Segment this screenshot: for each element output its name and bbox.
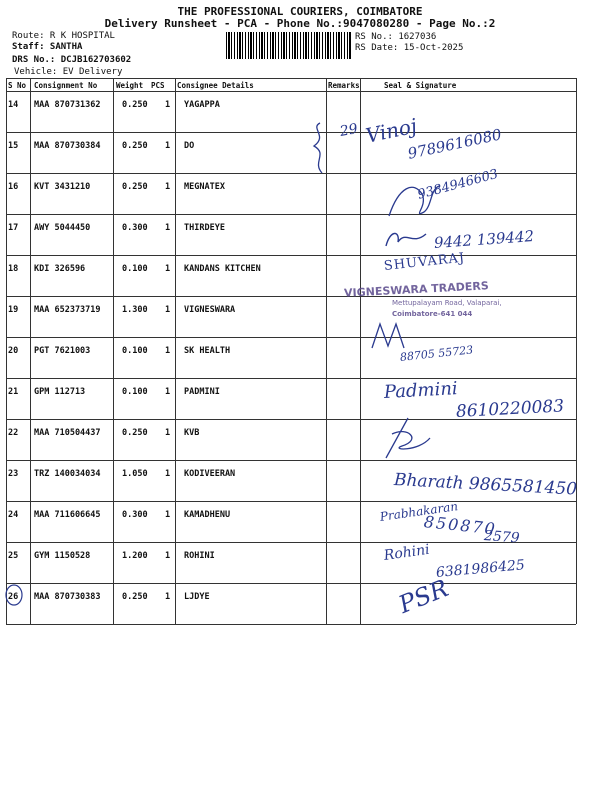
barcode xyxy=(226,32,352,59)
handwritten-number-2: 2579 xyxy=(483,528,521,547)
row-consignee: LJDYE xyxy=(184,592,210,602)
signature-19 xyxy=(368,318,418,354)
row-consignee: KODIVEERAN xyxy=(184,469,236,479)
row-sno: 16 xyxy=(8,182,19,192)
handwritten-mark-29: 29 xyxy=(338,121,359,140)
row-weight: 0.250 xyxy=(122,428,148,438)
row-divider xyxy=(6,337,576,338)
row-divider xyxy=(6,378,576,379)
company-title: THE PROFESSIONAL COURIERS, COIMBATORE xyxy=(177,5,423,18)
circle-mark xyxy=(4,584,24,606)
row-consignment-no: MAA 711606645 xyxy=(34,510,101,520)
row-weight: 0.250 xyxy=(122,100,148,110)
runsheet-subtitle: Delivery Runsheet - PCA - Phone No.:9047080280 - Page No.:2 xyxy=(104,17,496,30)
row-pcs: 1 xyxy=(165,223,171,233)
handwritten-number-1: 850870 xyxy=(423,512,498,539)
row-weight: 0.250 xyxy=(122,592,148,602)
row-sno: 23 xyxy=(8,469,19,479)
handwritten-name-prabhakaran: Prabhakaran xyxy=(379,499,459,524)
row-consignee: VIGNESWARA xyxy=(184,305,236,315)
row-sno: 22 xyxy=(8,428,19,438)
row-consignee: DO xyxy=(184,141,195,151)
row-consignment-no: MAA 870730383 xyxy=(34,592,101,602)
row-consignment-no: MAA 870731362 xyxy=(34,100,101,110)
row-consignment-no: GYM 1150528 xyxy=(34,551,91,561)
row-consignee: THIRDEYE xyxy=(184,223,225,233)
row-pcs: 1 xyxy=(165,141,171,151)
row-sno: 25 xyxy=(8,551,19,561)
scribble-signature xyxy=(384,176,444,224)
row-consignee: ROHINI xyxy=(184,551,215,561)
column-header-consignee: Consignee Details xyxy=(177,81,254,90)
column-header-consignment: Consignment No xyxy=(34,81,98,90)
row-sno: 21 xyxy=(8,387,19,397)
row-consignment-no: KVT 3431210 xyxy=(34,182,91,192)
staff-label: Staff: SANTHA xyxy=(12,42,83,52)
row-pcs: 1 xyxy=(165,387,171,397)
row-weight: 0.100 xyxy=(122,346,148,356)
row-weight: 0.100 xyxy=(122,264,148,274)
row-divider xyxy=(6,214,576,215)
handwritten-phone-1: 9789616080 xyxy=(406,125,504,163)
row-pcs: 1 xyxy=(165,510,171,520)
signature-22 xyxy=(378,412,438,464)
row-weight: 0.250 xyxy=(122,182,148,192)
row-sno: 17 xyxy=(8,223,19,233)
table-top-border xyxy=(6,78,576,79)
row-consignment-no: MAA 710504437 xyxy=(34,428,101,438)
row-pcs: 1 xyxy=(165,346,171,356)
row-pcs: 1 xyxy=(165,182,171,192)
row-pcs: 1 xyxy=(165,264,171,274)
column-divider xyxy=(576,78,577,624)
row-consignee: PADMINI xyxy=(184,387,220,397)
row-divider xyxy=(6,460,576,461)
column-header-weight: Weight xyxy=(116,81,144,90)
column-header-sno: S No xyxy=(8,81,27,90)
row-weight: 1.300 xyxy=(122,305,148,315)
row-consignment-no: KDI 326596 xyxy=(34,264,86,274)
row-consignee: KVB xyxy=(184,428,200,438)
row-weight: 0.300 xyxy=(122,510,148,520)
row-sno: 20 xyxy=(8,346,19,356)
column-header-pcs: PCS xyxy=(151,81,165,90)
row-divider xyxy=(6,255,576,256)
drs-number: DRS No.: DCJB162703602 xyxy=(12,55,132,65)
row-divider xyxy=(6,501,576,502)
row-sno: 18 xyxy=(8,264,19,274)
row-weight: 1.200 xyxy=(122,551,148,561)
handwritten-bharath: Bharath 9865581450 xyxy=(393,470,578,500)
column-header-remarks: Remarks xyxy=(328,81,360,90)
row-consignee: KAMADHENU xyxy=(184,510,231,520)
row-consignment-no: GPM 112713 xyxy=(34,387,86,397)
row-weight: 0.300 xyxy=(122,223,148,233)
brace-mark xyxy=(300,118,370,178)
signature-17 xyxy=(382,226,432,252)
row-consignee: MEGNATEX xyxy=(184,182,225,192)
row-weight: 0.100 xyxy=(122,387,148,397)
row-sno: 24 xyxy=(8,510,19,520)
row-pcs: 1 xyxy=(165,428,171,438)
row-pcs: 1 xyxy=(165,551,171,561)
row-consignee: SK HEALTH xyxy=(184,346,231,356)
rs-number: RS No.: 1627036 xyxy=(355,32,437,42)
handwritten-name-rohini: Rohini xyxy=(382,541,431,564)
row-sno: 26 xyxy=(8,592,19,602)
row-sno: 19 xyxy=(8,305,19,315)
handwritten-name-vinoj: Vinoj xyxy=(363,113,419,148)
handwritten-phone-3: 9442 139442 xyxy=(433,227,535,252)
row-sno: 14 xyxy=(8,100,19,110)
column-header-seal: Seal & Signature xyxy=(384,81,457,90)
row-weight: 0.250 xyxy=(122,141,148,151)
row-divider xyxy=(6,624,576,625)
handwritten-phone-5: 8610220083 xyxy=(455,396,565,422)
row-sno: 15 xyxy=(8,141,19,151)
row-consignment-no: MAA 870730384 xyxy=(34,141,101,151)
row-pcs: 1 xyxy=(165,305,171,315)
row-consignment-no: PGT 7621003 xyxy=(34,346,91,356)
handwritten-initials-psr: PSR xyxy=(394,574,453,619)
row-consignment-no: AWY 5044450 xyxy=(34,223,91,233)
header-bottom-border xyxy=(6,91,576,92)
handwritten-name-shuvaraj: SHUVARAJ xyxy=(383,250,466,274)
row-weight: 1.050 xyxy=(122,469,148,479)
row-consignment-no: MAA 652373719 xyxy=(34,305,101,315)
row-pcs: 1 xyxy=(165,469,171,479)
stamp-line-1: VIGNESWARA TRADERS xyxy=(343,279,490,300)
stamp-line-2: Mettupalayam Road, Valaparai, xyxy=(392,299,502,307)
handwritten-phone-4: 88705 55723 xyxy=(399,343,474,364)
stamp-line-3: Coimbatore-641 044 xyxy=(392,310,473,318)
row-pcs: 1 xyxy=(165,592,171,602)
handwritten-phone-6: 6381986425 xyxy=(435,557,526,581)
route-label: Route: R K HOSPITAL xyxy=(12,31,115,41)
rs-date: RS Date: 15-Oct-2025 xyxy=(355,43,464,53)
handwritten-phone-2: 9384946603 xyxy=(416,166,500,203)
handwritten-name-padmini: Padmini xyxy=(383,378,459,403)
row-pcs: 1 xyxy=(165,100,171,110)
row-consignee: KANDANS KITCHEN xyxy=(184,264,261,274)
row-divider xyxy=(6,296,576,297)
row-consignment-no: TRZ 140034034 xyxy=(34,469,101,479)
row-divider xyxy=(6,583,576,584)
row-consignee: YAGAPPA xyxy=(184,100,220,110)
vehicle-label: Vehicle: EV Delivery xyxy=(14,67,123,77)
